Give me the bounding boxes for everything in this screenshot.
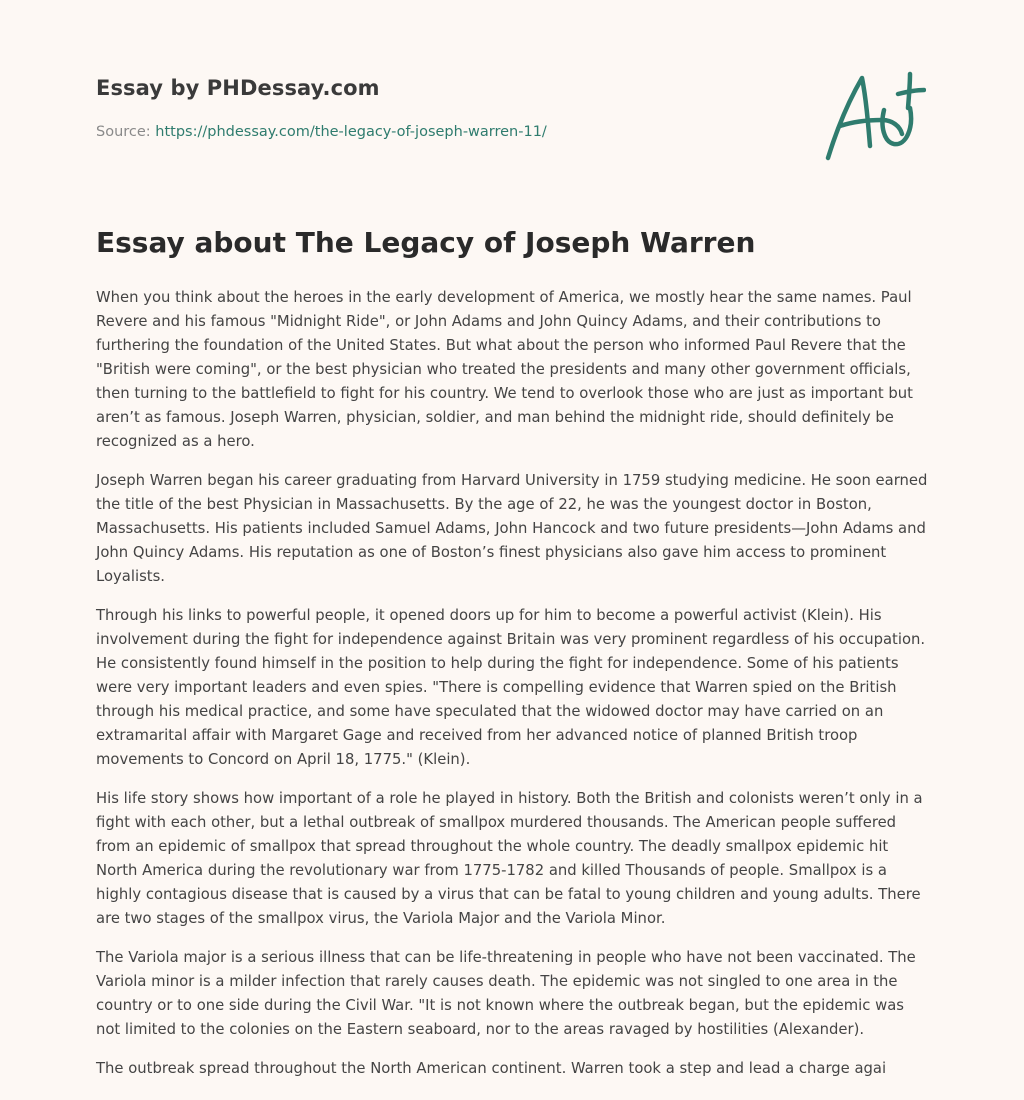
essay-paragraph: His life story shows how important of a role he played in history. Both the British and colonists weren’t only in a fight with each other, but a lethal outbreak of smallpox murdered thousands. The American people suffered from an epidemic of smallpox that spread throughout the whole country. The deadly smallpox epidemic hit North America during the revolutionary war from 1775-1782 and killed Thousands of people. Smallpox is a highly contagious disease that is caused by a virus that can be fatal to young children and young adults. There are two stages of the smallpox virus, the Variola Major and the Variola Minor. (96, 790, 923, 927)
essay-paragraph: Through his links to powerful people, it opened doors up for him to become a powerful activist (Klein). His involvement during the fight for independence against Britain was very prominent regardless of his occupation. He consistently found himself in the position to help during the fight for independence. Some of his patients were very important leaders and even spies. "There is compelling evidence that Warren spied on the British through his medical practice, and some have speculated that the widowed doctor may have carried on an extramarital affair with Margaret Gage and received from her advanced notice of planned British troop movements to Concord on April 18, 1775." (Klein). (96, 607, 926, 768)
source-line (96, 124, 547, 140)
source-label: Source: (96, 124, 156, 140)
essay-paragraph: The outbreak spread throughout the North American continent. Warren took a step and lead a charge agai (96, 1060, 887, 1077)
site-title: Essay by PHDessay.com (96, 76, 380, 100)
essay-paragraph: The Variola major is a serious illness that can be life-threatening in people who have not been vaccinated. The Variola minor is a milder infection that rarely causes death. The epidemic was not singled to one area in the country or to one side during the Civil War. "It is not known where the outbreak began, but the epidemic was not limited to the colonies on the Eastern seaboard, nor to the areas ravaged by hostilities (Alexander). (96, 949, 916, 1038)
essay-title: Essay about The Legacy of Joseph Warren (96, 226, 756, 259)
essay-paragraph: Joseph Warren began his career graduating from Harvard University in 1759 studying medicine. He soon earned the title of the best Physician in Massachusetts. By the age of 22, he was the youngest doctor in Boston, Massachusetts. His patients included Samuel Adams, John Hancock and two future presidents—John Adams and John Quincy Adams. His reputation as one of Boston’s finest physicians also gave him access to prominent Loyalists. (96, 472, 928, 585)
source-link[interactable]: https://phdessay.com/the-legacy-of-joseph-warren-11/ (155, 124, 547, 140)
essay-paragraph: When you think about the heroes in the early development of America, we mostly hear the same names. Paul Revere and his famous "Midnight Ride", or John Adams and John Quincy Adams, and their contributions to furthering the foundation of the United States. But what about the person who informed Paul Revere that the "British were coming", or the best physician who treated the presidents and many other government officials, then turning to the battlefield to fight for his country. We tend to overlook those who are just as important but aren’t as famous. Joseph Warren, physician, soldier, and man behind the midnight ride, should definitely be recognized as a hero. (96, 289, 913, 450)
essay-body (96, 286, 932, 1096)
a-plus-logo-icon (822, 68, 926, 164)
